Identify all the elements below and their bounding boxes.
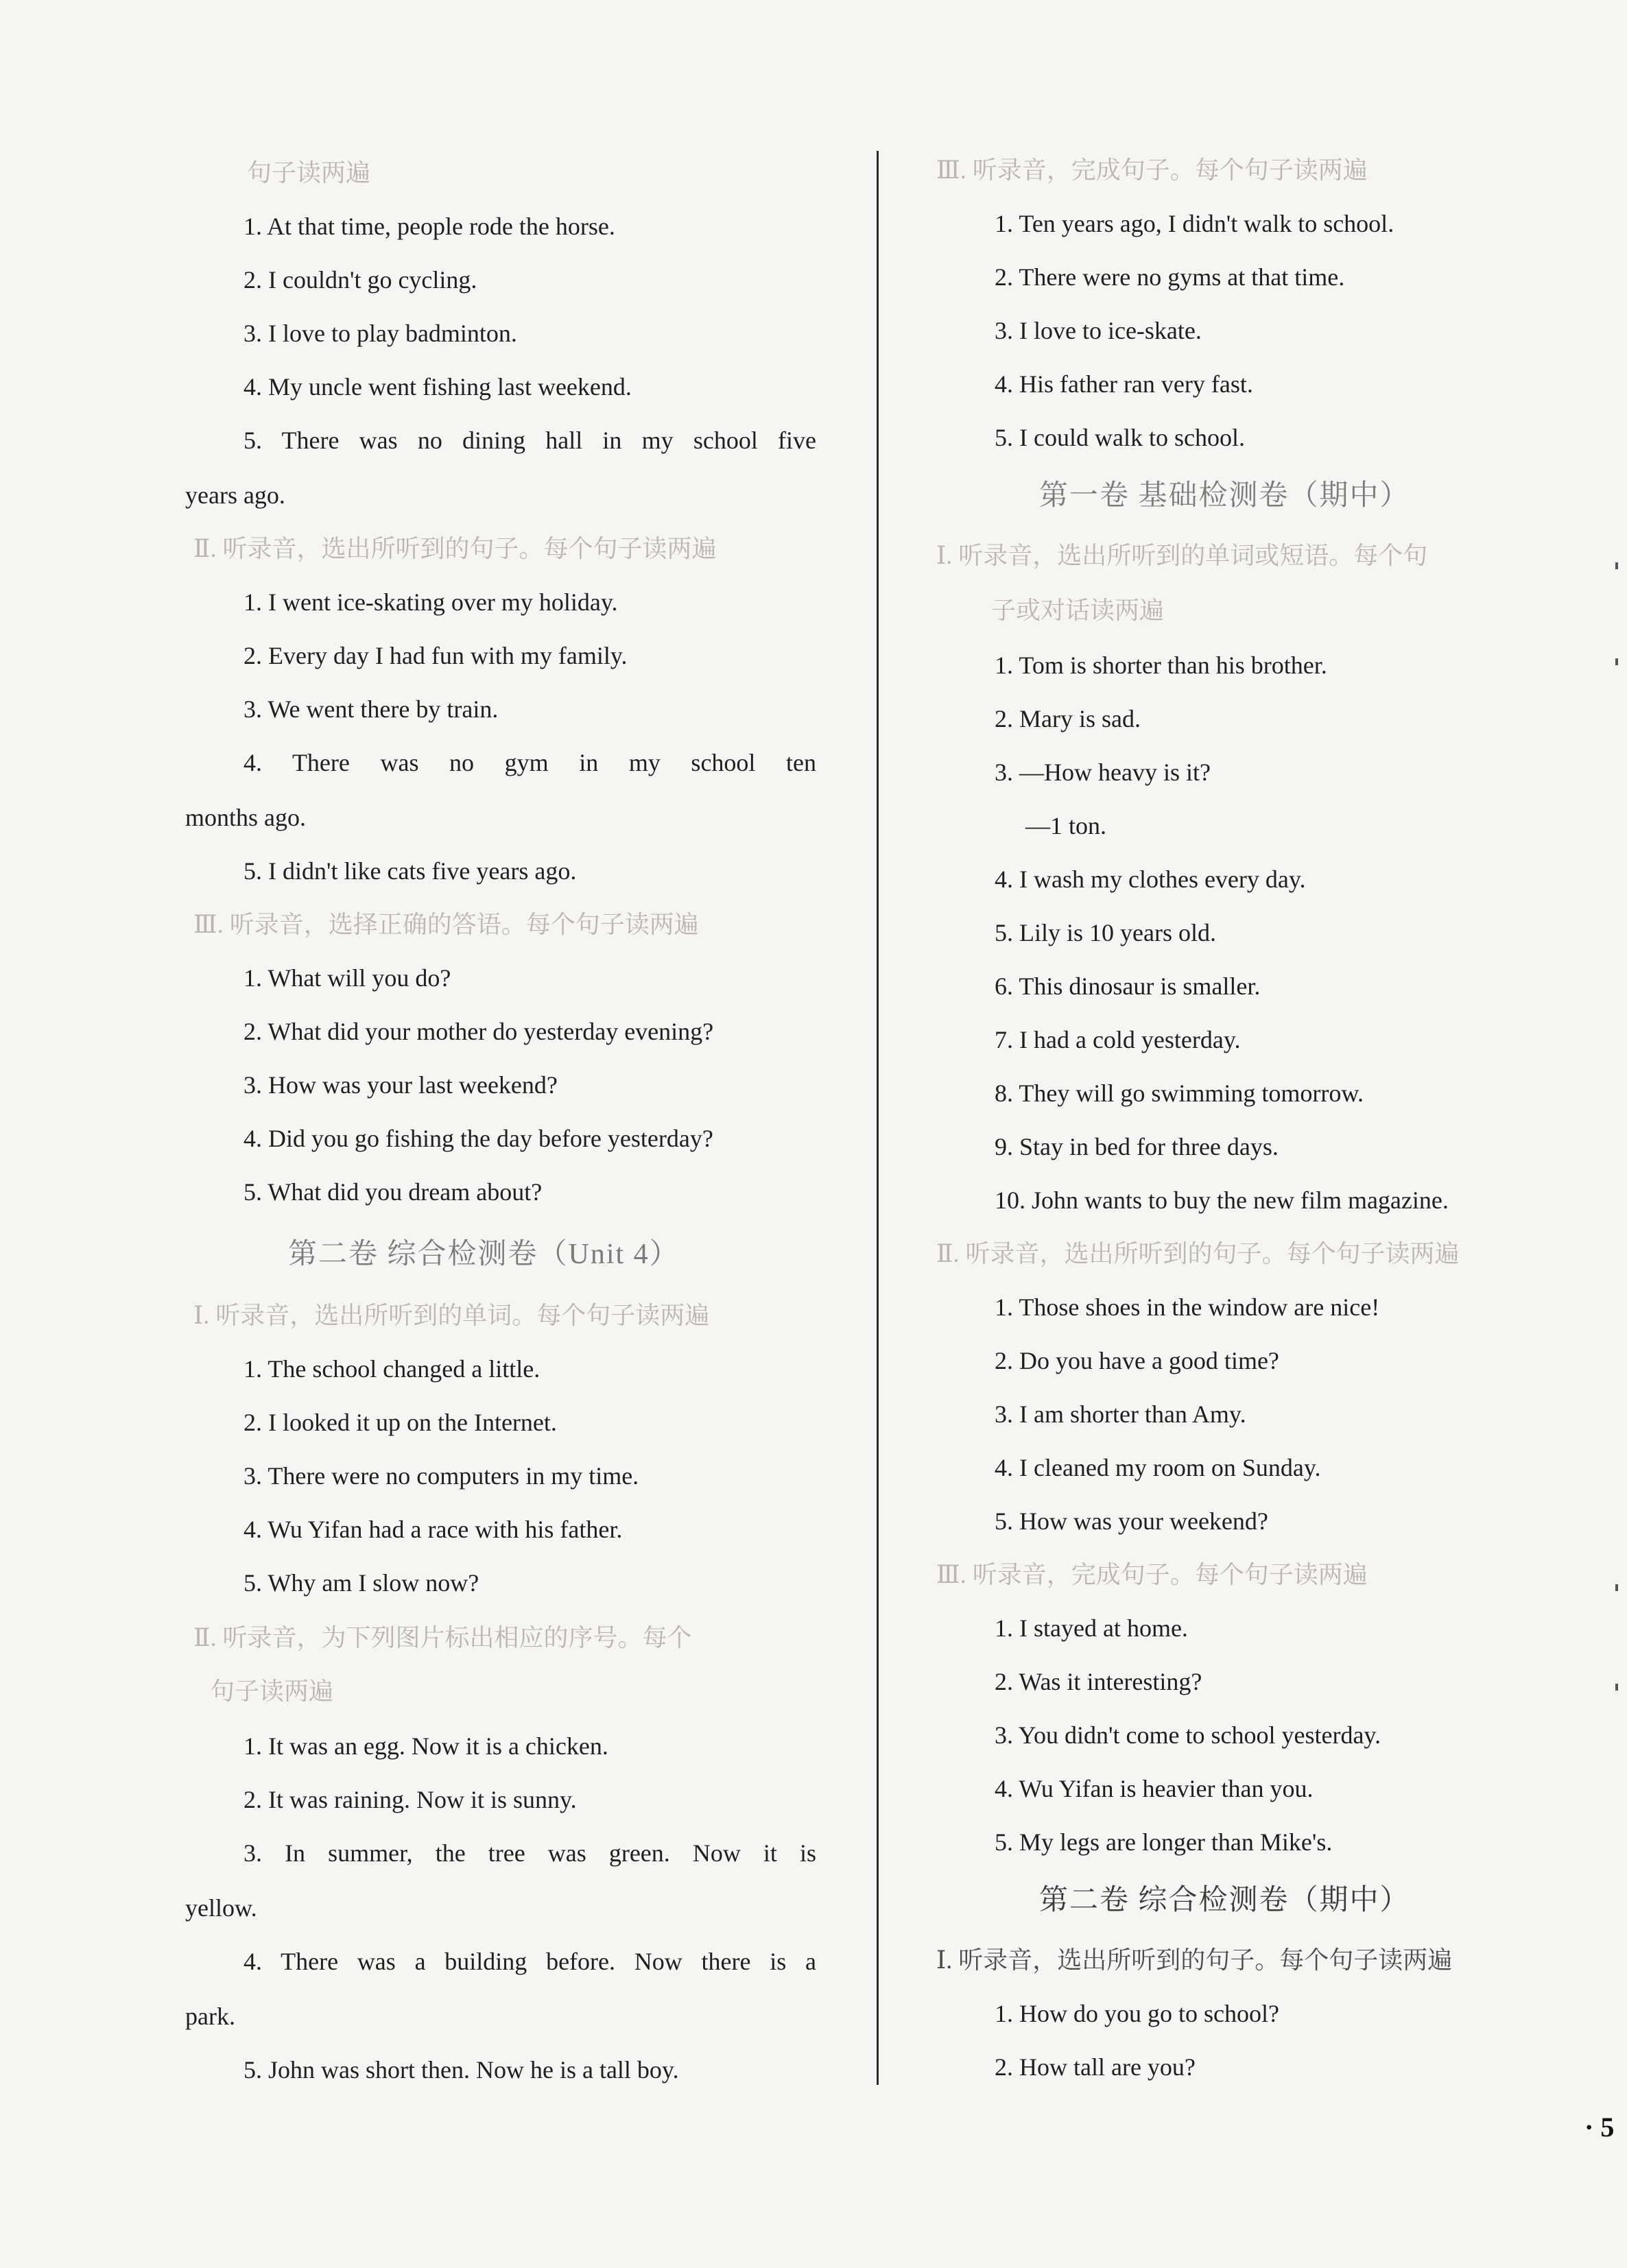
transcript-line: 1. Tom is shorter than his brother. [995,652,1327,679]
transcript-line: 3. There were no computers in my time. [244,1462,639,1490]
transcript-line: 5. I didn't like cats five years ago. [244,857,577,885]
transcript-line: 2. I looked it up on the Internet. [244,1409,557,1436]
transcript-line: 2. Mary is sad. [995,705,1141,732]
transcript-line: 6. This dinosaur is smaller. [995,972,1261,1000]
transcript-line: 4. I wash my clothes every day. [995,866,1306,893]
transcript-line: 1. What will you do? [244,964,451,992]
test-title: 第二卷 综合检测卷（期中） [1039,1885,1410,1916]
transcript-line: 8. They will go swimming tomorrow. [995,1079,1364,1107]
transcript-line: 9. Stay in bed for three days. [995,1133,1279,1160]
transcript-line: 2. Was it interesting? [995,1668,1202,1695]
scan-mark [1615,1684,1618,1691]
transcript-line: 4. My uncle went fishing last weekend. [244,373,632,401]
transcript-line: 4. I cleaned my room on Sunday. [995,1454,1321,1481]
test-title: 第一卷 基础检测卷（期中） [1039,480,1410,512]
transcript-line: 4. Wu Yifan had a race with his father. [244,1516,623,1543]
transcript-line: 7. I had a cold yesterday. [995,1026,1241,1053]
transcript-line: 4. There was a building before. Now there is a [244,1948,816,1975]
transcript-line: 1. Those shoes in the window are nice! [995,1293,1380,1321]
transcript-line-wrap: park. [185,2003,235,2030]
transcript-line: 5. There was no dining hall in my school five [244,427,816,454]
transcript-line: 1. I stayed at home. [995,1614,1188,1642]
transcript-line: 5. What did you dream about? [244,1178,543,1206]
column-divider [877,151,879,2085]
section-heading: Ⅰ. 听录音，选出所听到的单词或短语。每个句 [936,542,1428,569]
section-heading: Ⅲ. 听录音，完成句子。每个句子读两遍 [936,156,1368,184]
transcript-line: 10. John wants to buy the new film magazine. [995,1186,1449,1214]
scan-mark [1615,658,1618,665]
section-instruction-continued: 句子读两遍 [247,159,371,187]
transcript-line: 2. There were no gyms at that time. [995,263,1345,291]
transcript-line: 3. I am shorter than Amy. [995,1400,1246,1428]
transcript-line: 1. Ten years ago, I didn't walk to school. [995,210,1394,237]
transcript-line: 3. —How heavy is it? [995,759,1211,786]
section-heading: Ⅲ. 听录音，完成句子。每个句子读两遍 [936,1561,1368,1588]
transcript-line: 1. The school changed a little. [244,1355,541,1383]
transcript-line: 4. There was no gym in my school ten [244,749,816,776]
transcript-line-wrap: months ago. [185,804,306,831]
transcript-line: 3. We went there by train. [244,695,499,723]
transcript-line: 4. Did you go fishing the day before yesterday? [244,1125,713,1152]
transcript-line: 2. How tall are you? [995,2053,1196,2081]
transcript-line: 2. What did your mother do yesterday evening? [244,1018,714,1045]
transcript-line: 1. At that time, people rode the horse. [244,213,615,240]
page-number: · 5 [1584,2112,1615,2142]
transcript-line: 3. How was your last weekend? [244,1071,558,1099]
transcript-line: 2. Do you have a good time? [995,1347,1279,1374]
transcript-line: 4. His father ran very fast. [995,370,1253,398]
transcript-line: 5. John was short then. Now he is a tall boy. [244,2056,679,2084]
section-heading: Ⅱ. 听录音，选出所听到的句子。每个句子读两遍 [936,1240,1460,1267]
transcript-line: 3. In summer, the tree was green. Now it is [244,1839,816,1867]
transcript-line: 5. I could walk to school. [995,424,1245,451]
transcript-line: 3. I love to ice-skate. [995,317,1202,344]
transcript-line: 5. How was your weekend? [995,1507,1268,1535]
transcript-line: 4. Wu Yifan is heavier than you. [995,1775,1314,1802]
test-title: 第二卷 综合检测卷（Unit 4） [288,1239,680,1270]
transcript-line: 5. My legs are longer than Mike's. [995,1828,1333,1856]
scan-mark [1615,562,1618,569]
transcript-line: 2. It was raining. Now it is sunny. [244,1786,577,1813]
transcript-line: 1. How do you go to school? [995,2000,1279,2027]
transcript-line: 3. I love to play badminton. [244,320,517,347]
transcript-line: 2. I couldn't go cycling. [244,266,477,294]
section-heading: Ⅱ. 听录音，为下列图片标出相应的序号。每个 [193,1624,692,1651]
transcript-line-wrap: years ago. [185,481,285,509]
transcript-line: 5. Why am I slow now? [244,1569,479,1597]
transcript-line: 2. Every day I had fun with my family. [244,642,628,669]
transcript-line: 1. It was an egg. Now it is a chicken. [244,1732,608,1760]
transcript-line: 5. Lily is 10 years old. [995,919,1216,946]
transcript-line-wrap: yellow. [185,1894,257,1922]
section-heading: Ⅱ. 听录音，选出所听到的句子。每个句子读两遍 [193,535,717,562]
scan-mark [1615,1584,1618,1591]
section-heading: Ⅰ. 听录音，选出所听到的句子。每个句子读两遍 [936,1946,1453,1974]
transcript-line-reply: —1 ton. [1025,812,1107,839]
section-heading: Ⅰ. 听录音，选出所听到的单词。每个句子读两遍 [193,1302,710,1329]
section-heading-continued: 子或对话读两遍 [991,597,1165,624]
section-heading: Ⅲ. 听录音，选择正确的答语。每个句子读两遍 [193,911,699,938]
transcript-line: 1. I went ice-skating over my holiday. [244,588,618,616]
section-heading-continued: 句子读两遍 [210,1678,334,1705]
transcript-line: 3. You didn't come to school yesterday. [995,1721,1381,1749]
